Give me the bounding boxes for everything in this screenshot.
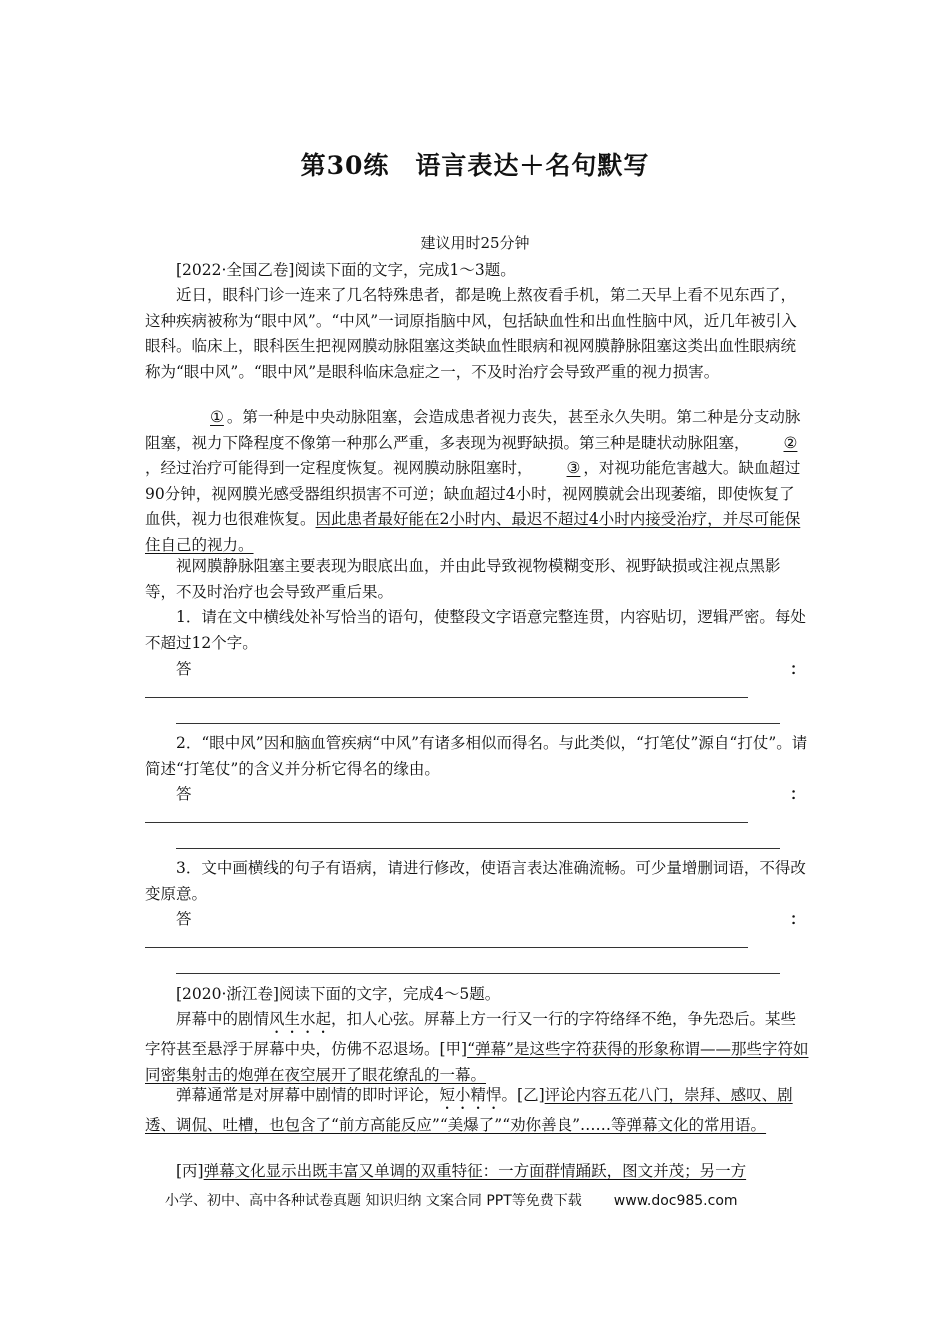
blank-3[interactable]: ③ <box>566 459 581 477</box>
answer-line[interactable] <box>176 848 780 849</box>
answer-label-2: 答 <box>176 785 192 803</box>
paragraph-text: 。[乙] <box>501 1086 545 1104</box>
blank-1[interactable]: ① <box>210 408 224 426</box>
footer-text: 小学、初中、高中各种试卷真题 知识归纳 文案合同 PPT等免费下载 <box>165 1193 582 1209</box>
answer-label-1: 答 <box>176 660 192 678</box>
section2-source: [2020·浙江卷]阅读下面的文字，完成4～5题。 <box>176 985 501 1003</box>
section1-paragraph-1: 近日，眼科门诊一连来了几名特殊患者，都是晚上熬夜看手机，第二天早上看不见东西了，这种疾病被称为“眼中风”。“中风”一词原指脑中风，包括缺血性和出血性脑中风，近几年被引入眼科。临床上，眼科医生把视网膜动脉阻塞这类缺血性眼病和视网膜静脉阻塞这类出血性眼病统称为“眼中风”。“眼中风”是眼科临床急症之一，不及时治疗会导致严重的视力损害。 <box>145 286 797 381</box>
paragraph-2-text-b: ，经过治疗可能得到一定程度恢复。视网膜动脉阻塞时， <box>145 459 533 477</box>
paragraph-2-text-a: 。第一种是中央动脉阻塞，会造成患者视力丧失，甚至永久失明。第二种是分支动脉阻塞，视力下降程度不像第一种那么严重，多表现为视野缺损。第三种是睫状动脉阻塞， <box>145 408 801 452</box>
section1-source: [2022·全国乙卷]阅读下面的文字，完成1～3题。 <box>176 261 516 279</box>
answer-line[interactable] <box>176 973 780 974</box>
underlined-sentence-jia: “弹幕”是这些字符获得的形象称谓——那些字符如同密集射击的炮弹在夜空展开了眼花缭乱的一幕。 <box>145 1040 809 1084</box>
section2-paragraph-2 <box>145 1083 810 1139</box>
dotted-phrase: 风生水起 <box>269 1010 332 1028</box>
answer-colon-1: ： <box>790 659 806 678</box>
time-hint: 建议用时25分钟 <box>420 234 530 252</box>
section2-paragraph-1 <box>145 1007 810 1088</box>
dotted-phrase: 短小精悍 <box>439 1086 502 1104</box>
blank-2[interactable]: ② <box>783 433 798 452</box>
answer-colon-3: ： <box>790 909 806 928</box>
underlined-sentence-yi: 评论内容五花八门，崇拜、感叹、剧透、调侃、吐槽，也包含了“前方高能反应”“美爆了”“劝你善良”……等弹幕文化的常用语。 <box>145 1086 793 1134</box>
question-1: 1．请在文中横线处补写恰当的语句，使整段文字语意完整连贯，内容贴切，逻辑严密。每处不超过12个字。 <box>145 608 806 652</box>
answer-line[interactable] <box>145 822 748 823</box>
section2-paragraph-3 <box>145 1159 810 1185</box>
footer-link[interactable]: www.doc985.com <box>613 1193 738 1209</box>
paragraph-text: [丙] <box>176 1162 204 1180</box>
paragraph-text: 屏幕中的剧情 <box>176 1010 270 1028</box>
answer-colon-2: ： <box>790 784 806 803</box>
underlined-sentence: 因此患者最好能在2小时内、最迟不超过4小时内接受治疗，并尽可能保住自己的视力。 <box>145 510 801 554</box>
underlined-sentence-bing: 弹幕文化显示出既丰富又单调的双重特征：一方面群情踊跃，图文并茂；另一方 <box>203 1162 747 1180</box>
page-title: 第30练 语言表达＋名句默写 <box>300 151 650 180</box>
section1-paragraph-2 <box>145 405 810 558</box>
paragraph-text: ，扣人心弦。屏幕上方一行又一行的字符络绎不绝，争先恐后。某些字符甚至悬浮于屏幕中央，仿佛不忍退场。[甲] <box>145 1010 797 1058</box>
footer <box>165 1190 738 1210</box>
section1-paragraph-3: 视网膜静脉阻塞主要表现为眼底出血，并由此导致视物模糊变形、视野缺损或注视点黑影等，不及时治疗也会导致严重后果。 <box>145 557 781 601</box>
question-3: 3．文中画横线的句子有语病，请进行修改，使语言表达准确流畅。可少量增删词语，不得改变原意。 <box>145 859 806 903</box>
question-2: 2．“眼中风”因和脑血管疾病“中风”有诸多相似而得名。与此类似，“打笔仗”源自“打仗”。请简述“打笔仗”的含义并分析它得名的缘由。 <box>145 734 808 778</box>
paragraph-text: 弹幕通常是对屏幕中剧情的即时评论， <box>176 1086 440 1104</box>
answer-line[interactable] <box>145 697 748 698</box>
paragraph-2-text-c: ，对视功能危害越大。缺血超过90分钟，视网膜光感受器组织损害不可逆；缺血超过4小时，视网膜就会出现萎缩，即使恢复了血供，视力也很难恢复。 <box>145 459 801 528</box>
answer-label-3: 答 <box>176 910 192 928</box>
answer-line[interactable] <box>176 723 780 724</box>
answer-line[interactable] <box>145 947 748 948</box>
